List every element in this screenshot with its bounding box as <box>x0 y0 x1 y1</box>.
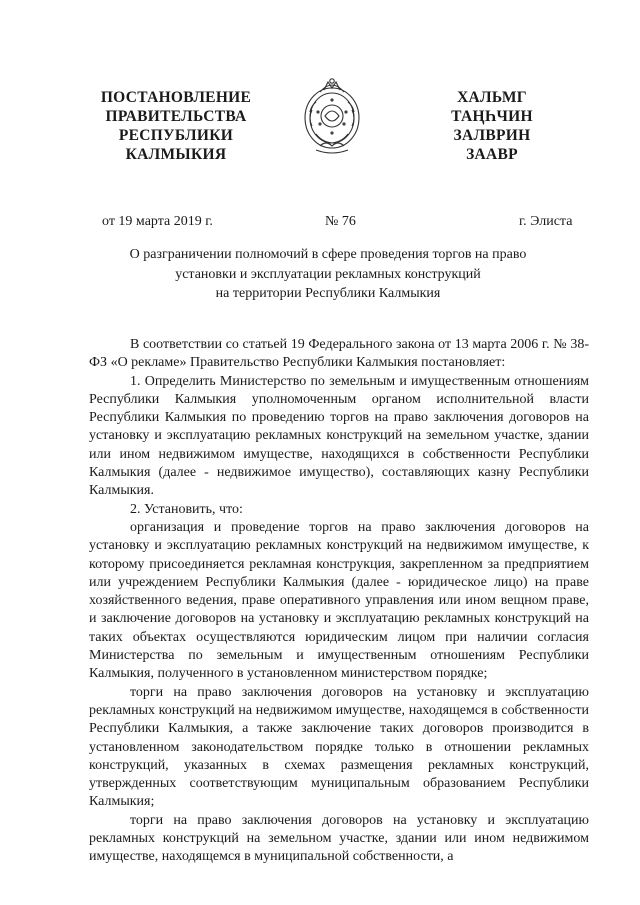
kalmykia-coat-of-arms-icon <box>298 76 366 158</box>
header-left-block <box>96 88 256 164</box>
body-paragraph-item-1: 1. Определить Министерство по земельным и имущественным отношениям Республики Калмыкия уполномоченным органом исполнительной власти Республики Калмыкия по проведению торгов на право заключения договоров на установку и эксплуатацию рекламных конструкций на земельном участке, здании или ином недвижимом имуществе, находящихся в собственности Республики Калмыкия (далее - недвижимое имущество), составляющих казну Республики Калмыкия. <box>89 373 589 499</box>
document-body <box>89 336 589 867</box>
document-number: № 76 <box>325 214 356 229</box>
body-paragraph: торги на право заключения договоров на установку и эксплуатацию рекламных конструкций на земельном участке, здании или ином недвижимом имуществе, находящемся в муниципальной собственности, а <box>89 812 589 865</box>
header-right-line: ЗААВР <box>466 146 518 163</box>
header-left-line: ПРАВИТЕЛЬСТВА <box>105 108 247 125</box>
title-line: О разграничении полномочий в сфере проведения торгов на право <box>129 247 527 262</box>
header-left-line: РЕСПУБЛИКИ <box>118 127 234 144</box>
body-paragraph: торги на право заключения договоров на установку и эксплуатацию рекламных конструкций на недвижимом имуществе, находящемся в собственности Республики Калмыкия, а также заключение таких договоров производится в установленном законодательством порядке только в отношении рекламных конструкций, указанных в схемах размещения рекламных конструкций, утвержденных соответствующим муниципальным образованием Республики Калмыкия; <box>89 684 589 810</box>
title-line: установки и эксплуатации рекламных конструкций <box>175 266 481 282</box>
header-right-line: ТАҢҺЧИН <box>451 108 533 125</box>
header-left-line: ПОСТАНОВЛЕНИЕ <box>100 89 252 106</box>
document-date: от 19 марта 2019 г. <box>102 214 213 229</box>
header-right-line: ХАЛЬМГ <box>457 89 527 106</box>
title-line: на территории Республики Калмыкия <box>215 286 441 301</box>
body-paragraph-preamble: В соответствии со статьей 19 Федерального закона от 13 марта 2006 г. № 38-ФЗ «О рекламе» Правительство Республики Калмыкия постановляет: <box>89 337 589 371</box>
body-paragraph: организация и проведение торгов на право заключения договоров на установку и эксплуатацию рекламных конструкций на недвижимом имуществе, к которому присоединяется рекламная конструкция, закрепленном за предприятием или учреждением Республики Калмыкия (далее - юридическое лицо) на праве хозяйственного ведения, праве оперативного управления или ином вещном праве, и заключение договоров на установку и эксплуатацию рекламных конструкций на таких объектах осуществляются юридическим лицом при наличии согласия Министерства по земельным и имущественным отношениям Республики Калмыкия, полученного в установленном министерством порядке; <box>89 519 589 682</box>
header-right-line: ЗАЛВРИН <box>453 127 531 144</box>
body-paragraph-item-2: 2. Установить, что: <box>130 501 243 517</box>
document-title <box>110 245 546 304</box>
document-city: г. Элиста <box>519 214 573 229</box>
header-right-block <box>432 88 552 164</box>
header-left-line: КАЛМЫКИЯ <box>125 146 227 163</box>
